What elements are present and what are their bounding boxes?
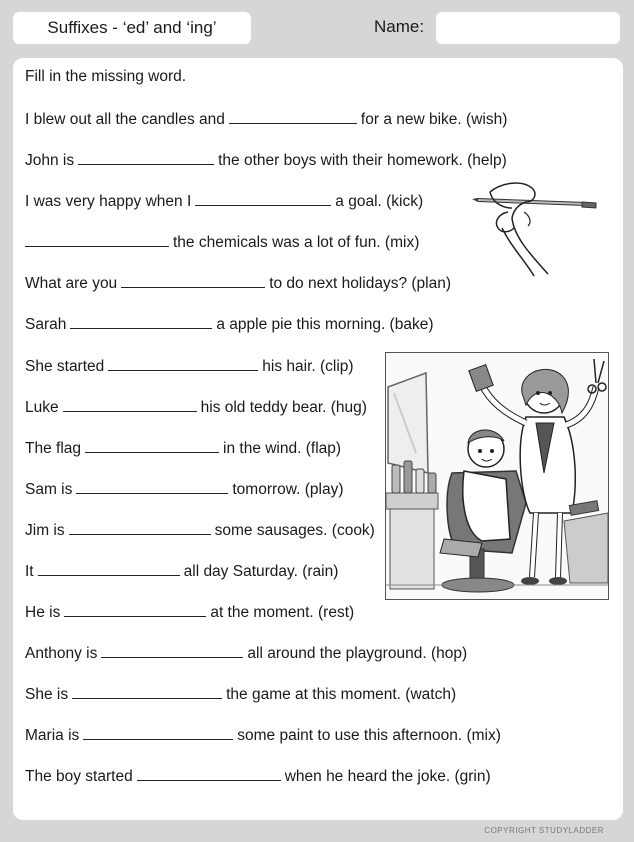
question-text-before: Sarah xyxy=(25,316,67,333)
question-text-after: tomorrow. (play) xyxy=(232,481,344,498)
answer-blank[interactable] xyxy=(121,273,265,288)
question-text-after: all day Saturday. (rain) xyxy=(183,563,339,580)
question-text-after: all around the playground. (hop) xyxy=(247,645,468,662)
question-text-before: Jim is xyxy=(25,522,65,539)
question-row xyxy=(25,273,451,293)
answer-blank[interactable] xyxy=(101,643,243,658)
instructions: Fill in the missing word. xyxy=(25,68,187,85)
answer-blank[interactable] xyxy=(83,725,233,740)
question-text-after: for a new bike. (wish) xyxy=(360,111,508,128)
answer-blank[interactable] xyxy=(70,314,212,329)
question-row xyxy=(25,725,501,745)
answer-blank[interactable] xyxy=(78,150,214,165)
question-row xyxy=(25,684,456,704)
question-text-before: What are you xyxy=(25,275,118,292)
answer-blank[interactable] xyxy=(64,602,206,617)
question-text-after: to do next holidays? (plan) xyxy=(269,275,451,292)
question-row xyxy=(25,520,375,540)
question-text-after: his hair. (clip) xyxy=(262,358,354,375)
question-row xyxy=(25,479,344,499)
question-text-before: Sam is xyxy=(25,481,73,498)
question-row xyxy=(25,314,434,334)
question-text-after: a goal. (kick) xyxy=(335,193,424,210)
question-text-before: He is xyxy=(25,604,61,621)
question-text-before: She is xyxy=(25,686,69,703)
answer-blank[interactable] xyxy=(108,356,258,371)
answer-blank[interactable] xyxy=(25,232,169,247)
name-input-field[interactable] xyxy=(436,12,620,44)
answer-blank[interactable] xyxy=(85,438,219,453)
answer-blank[interactable] xyxy=(63,397,197,412)
question-text-before: John is xyxy=(25,152,75,169)
worksheet-body xyxy=(13,58,623,820)
question-row xyxy=(25,232,419,252)
question-text-after: a apple pie this morning. (bake) xyxy=(216,316,434,333)
question-row xyxy=(25,766,491,786)
question-row xyxy=(25,150,507,170)
answer-blank[interactable] xyxy=(137,766,281,781)
question-text-before: The boy started xyxy=(25,768,133,785)
answer-blank[interactable] xyxy=(195,191,331,206)
question-text-before: The flag xyxy=(25,440,82,457)
answer-blank[interactable] xyxy=(229,109,357,124)
question-row xyxy=(25,561,338,581)
answer-blank[interactable] xyxy=(69,520,211,535)
name-label: Name: xyxy=(374,17,425,36)
answer-blank[interactable] xyxy=(72,684,222,699)
copyright-footer: COPYRIGHT STUDYLADDER xyxy=(484,826,604,835)
question-row xyxy=(25,356,354,376)
answer-blank[interactable] xyxy=(38,561,180,576)
question-text-before: I was very happy when I xyxy=(25,193,192,210)
hand-writing-illustration xyxy=(468,178,598,278)
question-text-after: the chemicals was a lot of fun. (mix) xyxy=(173,234,420,251)
answer-blank[interactable] xyxy=(76,479,228,494)
question-text-after: at the moment. (rest) xyxy=(210,604,355,621)
question-text-after: when he heard the joke. (grin) xyxy=(284,768,491,785)
question-row xyxy=(25,397,367,417)
question-row xyxy=(25,109,507,129)
question-row xyxy=(25,438,341,458)
question-text-before: Anthony is xyxy=(25,645,98,662)
question-text-before: Maria is xyxy=(25,727,80,744)
barber-illustration xyxy=(385,352,609,600)
question-text-after: his old teddy bear. (hug) xyxy=(200,399,367,416)
question-text-after: in the wind. (flap) xyxy=(223,440,342,457)
question-text-after: the game at this moment. (watch) xyxy=(226,686,457,703)
question-text-before: It xyxy=(25,563,34,580)
question-text-after: the other boys with their homework. (help) xyxy=(218,152,507,169)
question-text-after: some sausages. (cook) xyxy=(214,522,375,539)
question-row xyxy=(25,602,354,622)
question-text-before: She started xyxy=(25,358,105,375)
question-text-before: Luke xyxy=(25,399,59,416)
question-row xyxy=(25,643,467,663)
question-row xyxy=(25,191,423,211)
worksheet-title xyxy=(13,12,251,44)
worksheet-title-text: Suffixes - ‘ed’ and ‘ing’ xyxy=(47,18,217,37)
question-text-after: some paint to use this afternoon. (mix) xyxy=(237,727,501,744)
question-text-before: I blew out all the candles and xyxy=(25,111,225,128)
hairdresser-cutting-boy-hair-image xyxy=(386,353,608,599)
